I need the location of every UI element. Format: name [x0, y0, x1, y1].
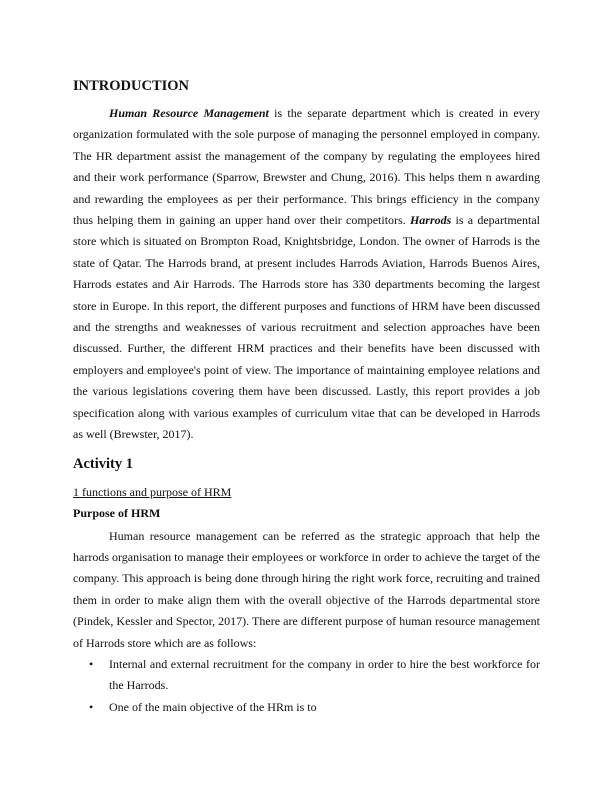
introduction-text-part1: is the separate department which is created in every organization formulated with the sole purpose of managing the personnel employed in company. The HR department assist the management of the company by regulating the employees hired and their work performance (Sparrow, Brewster and Chung, 2016). This helps them n awarding and rewarding the employees as per their performance. This brings efficiency in the company thus helping them in gaining an upper hand over their competitors.	[73, 106, 540, 228]
introduction-text-part2: is a departmental store which is situated on Brompton Road, Knightsbridge, London. The owner of Harrods is the state of Qatar. The Harrods brand, at present includes Harrods Aviation, Harrods Buenos Aires, Harrods estates and Air Harrods. The Harrods store has 330 departments becoming the largest store in Europe. In this report, the different purposes and functions of HRM have been discussed and the strengths and weaknesses of various recruitment and selection approaches have been discussed. Further, the different HRM practices and their benefits have been discussed with employers and employee's point of view. The importance of maintaining employee relations and the various legislations covering them have been discussed. Lastly, this report provides a job specification along with various examples of curriculum vitae that can be developed in Harrods as well (Brewster, 2017).	[73, 213, 540, 442]
introduction-paragraph	[73, 103, 540, 446]
list-item	[73, 654, 540, 697]
bullet-icon: •	[89, 699, 94, 714]
harrods-term: Harrods	[409, 213, 452, 228]
page-content	[73, 76, 540, 718]
bullet-icon: •	[89, 656, 94, 671]
introduction-heading: INTRODUCTION	[73, 78, 190, 94]
purpose-bullet-list	[73, 654, 540, 718]
functions-purpose-subheading: 1 functions and purpose of HRM	[73, 484, 232, 499]
list-item-text: Internal and external recruitment for the company in order to hire the best workforce for the Harrods.	[109, 656, 540, 693]
hrm-term: Human Resource Management	[109, 106, 269, 120]
list-item	[73, 697, 540, 718]
activity-1-heading: Activity 1	[73, 455, 133, 472]
purpose-heading: Purpose of HRM	[73, 505, 161, 520]
purpose-paragraph: Human resource management can be referred as the strategic approach that help the harrods organisation to manage their employees or workforce in order to achieve the target of the company. This approach is being done through hiring the right work force, recruiting and trained them in order to make align them with the overall objective of the Harrods departmental store (Pindek, Kessler and Spector, 2017). There are different purpose of human resource management of Harrods store which are as follows:	[73, 528, 540, 650]
list-item-text: One of the main objective of the HRm is to	[109, 699, 317, 714]
